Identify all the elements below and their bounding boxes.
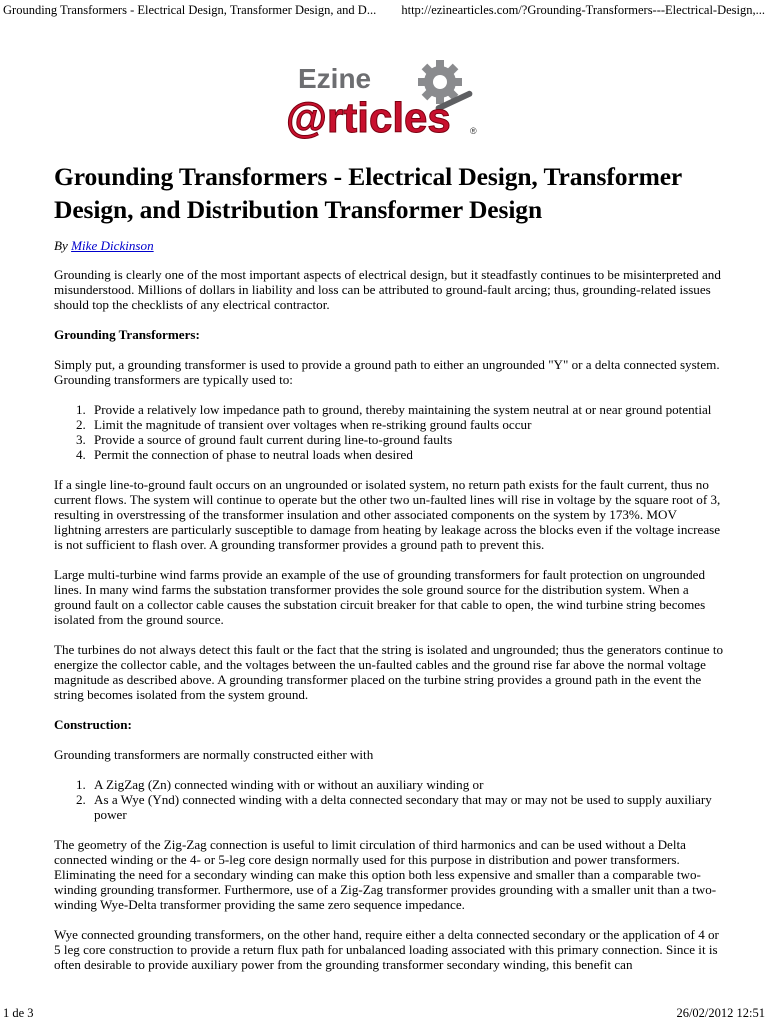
list-item-text: Provide a source of ground fault current during line-to-ground faults [94, 432, 453, 447]
logo-bottom-text: @rticles [286, 94, 451, 141]
paragraph-wye: Wye connected grounding transformers, on the other hand, require either a delta connected secondary or the application of 4 or 5 leg core construction to provide a return flux path for unbalanced loading associated with this primary connection. Since it is often desirable to provide auxiliary power from the grounding transformer secondary winding, this benefit can [54, 927, 719, 972]
paragraph-wind-farms: Large multi-turbine wind farms provide an example of the use of grounding transformers for fault protection on ungrounded lines. In many wind farms the substation transformer provides the sole ground source for the distribution system. When a ground fault on a collector cable causes the substation circuit breaker for that cable to open, the wind turbine string becomes isolated from the ground source. [54, 567, 706, 627]
print-footer [3, 1005, 765, 1021]
list-item-text: As a Wye (Ynd) connected winding with a delta connected secondary that may or may not be used to supply auxiliary power [94, 792, 712, 822]
print-datetime: 26/02/2012 12:51 [676, 1006, 765, 1020]
list-item-number: 1. [76, 777, 86, 792]
list-item-number: 2. [76, 417, 86, 432]
list-item [54, 777, 726, 792]
list-item-text: A ZigZag (Zn) connected winding with or without an auxiliary winding or [94, 777, 484, 792]
paragraph-zigzag: The geometry of the Zig-Zag connection is useful to limit circulation of third harmonics and can be used without a Delta connected winding or the 4- or 5-leg core design normally used for this purpose in distribution and power transformers. Eliminating the need for a secondary winding can make this option both less expensive and smaller than a comparable two-winding grounding transformer. Furthermore, use of a Zig-Zag transformer provides grounding with a smaller unit than a two-winding Wye-Delta transformer providing the same zero sequence impedance. [54, 837, 717, 912]
ezinearticles-logo[interactable] [284, 58, 484, 143]
paragraph-fault: If a single line-to-ground fault occurs on an ungrounded or isolated system, no return path exists for the fault current, thus no current flows. The system will continue to operate but the other two un-faulted lines will rise in voltage by the square root of 3, resulting in overstressing of the transformer insulation and other associated components on the system by 173%. MOV lightning arresters are particularly susceptible to damage from heating by leakage across the blocks even if the voltage increase is not sufficient to flash over. A grounding transformer provides a ground path to prevent this. [54, 477, 721, 552]
list-item-number: 3. [76, 432, 86, 447]
paragraph-turbines: The turbines do not always detect this fault or the fact that the string is isolated and ungrounded; thus the generators continue to energize the collector cable, and the voltages between the un-faulted cables and the ground rise far above the normal voltage magnitude as described above. A grounding transformer placed on the turbine string provides a ground path in the event the string becomes isolated from the system ground. [54, 642, 724, 702]
intro-paragraph: Grounding is clearly one of the most important aspects of electrical design, but it steadfastly continues to be misinterpreted and misunderstood. Millions of dollars in liability and loss can be attributed to ground-fault arcing; thus, grounding-related issues should top the checklists of any electrical contractor. [54, 267, 721, 312]
list-item-text: Permit the connection of phase to neutral loads when desired [94, 447, 413, 462]
section-heading-grounding: Grounding Transformers: [54, 327, 200, 342]
section-heading-construction: Construction: [54, 717, 132, 732]
list-item [54, 447, 726, 462]
by-label: By [54, 238, 68, 253]
list-item [54, 402, 726, 417]
print-header [3, 2, 765, 20]
page-number: 1 de 3 [3, 1006, 34, 1020]
byline [54, 238, 726, 253]
article [54, 160, 726, 987]
author-link[interactable]: Mike Dickinson [71, 238, 154, 253]
article-title: Grounding Transformers - Electrical Design, Transformer Design, and Distribution Transformer Design [54, 162, 682, 224]
print-header-title: Grounding Transformers - Electrical Design, Transformer Design, and D... [3, 3, 377, 17]
construction-list [54, 777, 726, 822]
list-item-number: 4. [76, 447, 86, 462]
print-header-url: http://ezinearticles.com/?Grounding-Transformers---Electrical-Design,... [401, 3, 765, 17]
uses-list [54, 402, 726, 462]
list-item [54, 417, 726, 432]
list-item [54, 792, 726, 822]
list-item-number: 2. [76, 792, 86, 807]
logo-graphic [284, 58, 484, 143]
logo-registered-mark: ® [470, 126, 477, 136]
list-item-text: Provide a relatively low impedance path to ground, thereby maintaining the system neutral at or near ground potential [94, 402, 712, 417]
logo-top-text: Ezine [298, 63, 372, 94]
section2-intro: Grounding transformers are normally constructed either with [54, 747, 374, 762]
section1-intro: Simply put, a grounding transformer is used to provide a ground path to either an ungrounded "Y" or a delta connected system. Grounding transformers are typically used to: [54, 357, 720, 387]
list-item-text: Limit the magnitude of transient over voltages when re-striking ground faults occur [94, 417, 532, 432]
list-item [54, 432, 726, 447]
list-item-number: 1. [76, 402, 86, 417]
